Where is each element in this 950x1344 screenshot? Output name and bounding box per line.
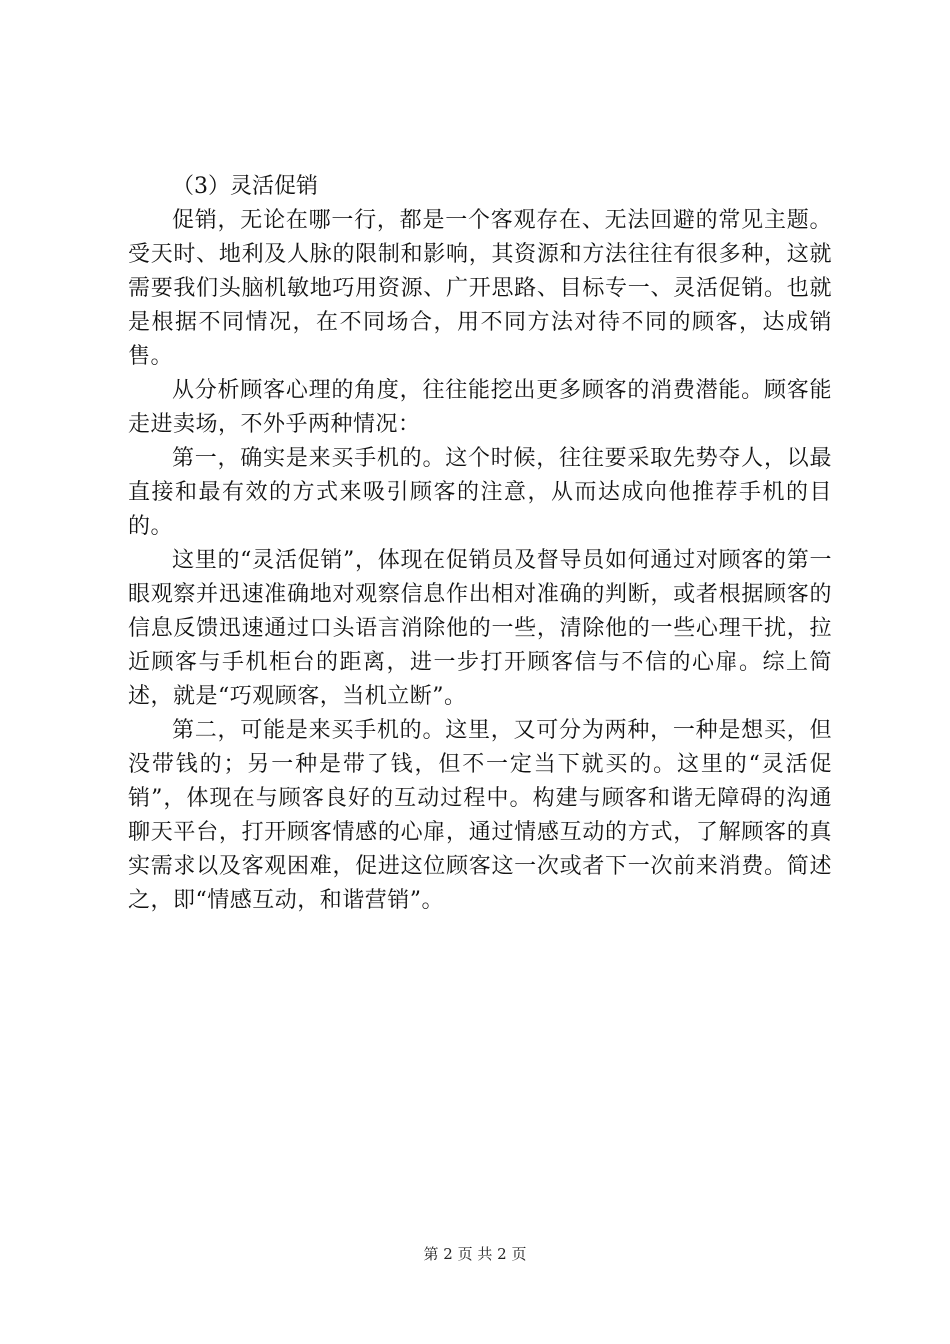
paragraph-analysis: 从分析顾客心理的角度，往往能挖出更多顾客的消费潜能。顾客能走进卖场，不外乎两种情况： (128, 378, 832, 437)
document-body (128, 170, 832, 918)
paragraph-case-two: 第二，可能是来买手机的。这里，又可分为两种，一种是想买，但没带钱的；另一种是带了钱，但不一定当下就买的。这里的“灵活促销”，体现在与顾客良好的互动过程中。构建与顾客和谐无障碍的沟通聊天平台，打开顾客情感的心扉，通过情感互动的方式，了解顾客的真实需求以及客观困难，促进这位顾客这一次或者下一次前来消费。简述之，即“情感互动，和谐营销”。 (128, 718, 832, 913)
section-heading: （3）灵活促销 (172, 174, 318, 199)
paragraph-case-one: 第一，确实是来买手机的。这个时候，往往要采取先势夺人，以最直接和最有效的方式来吸引顾客的注意，从而达成向他推荐手机的目的。 (128, 446, 832, 539)
paragraph-intro: 促销，无论在哪一行，都是一个客观存在、无法回避的常见主题。受天时、地利及人脉的限制和影响，其资源和方法往往有很多种，这就需要我们头脑机敏地巧用资源、广开思路、目标专一、灵活促销。也就是根据不同情况，在不同场合，用不同方法对待不同的顾客，达成销售。 (128, 208, 832, 369)
page-footer: 第 2 页 共 2 页 (423, 1245, 527, 1263)
paragraph-case-one-detail: 这里的“灵活促销”，体现在促销员及督导员如何通过对顾客的第一眼观察并迅速准确地对观察信息作出相对准确的判断，或者根据顾客的信息反馈迅速通过口头语言消除他的一些，清除他的一些心理干扰，拉近顾客与手机柜台的距离，进一步打开顾客信与不信的心扉。综上简述，就是“巧观顾客，当机立断”。 (128, 548, 832, 709)
